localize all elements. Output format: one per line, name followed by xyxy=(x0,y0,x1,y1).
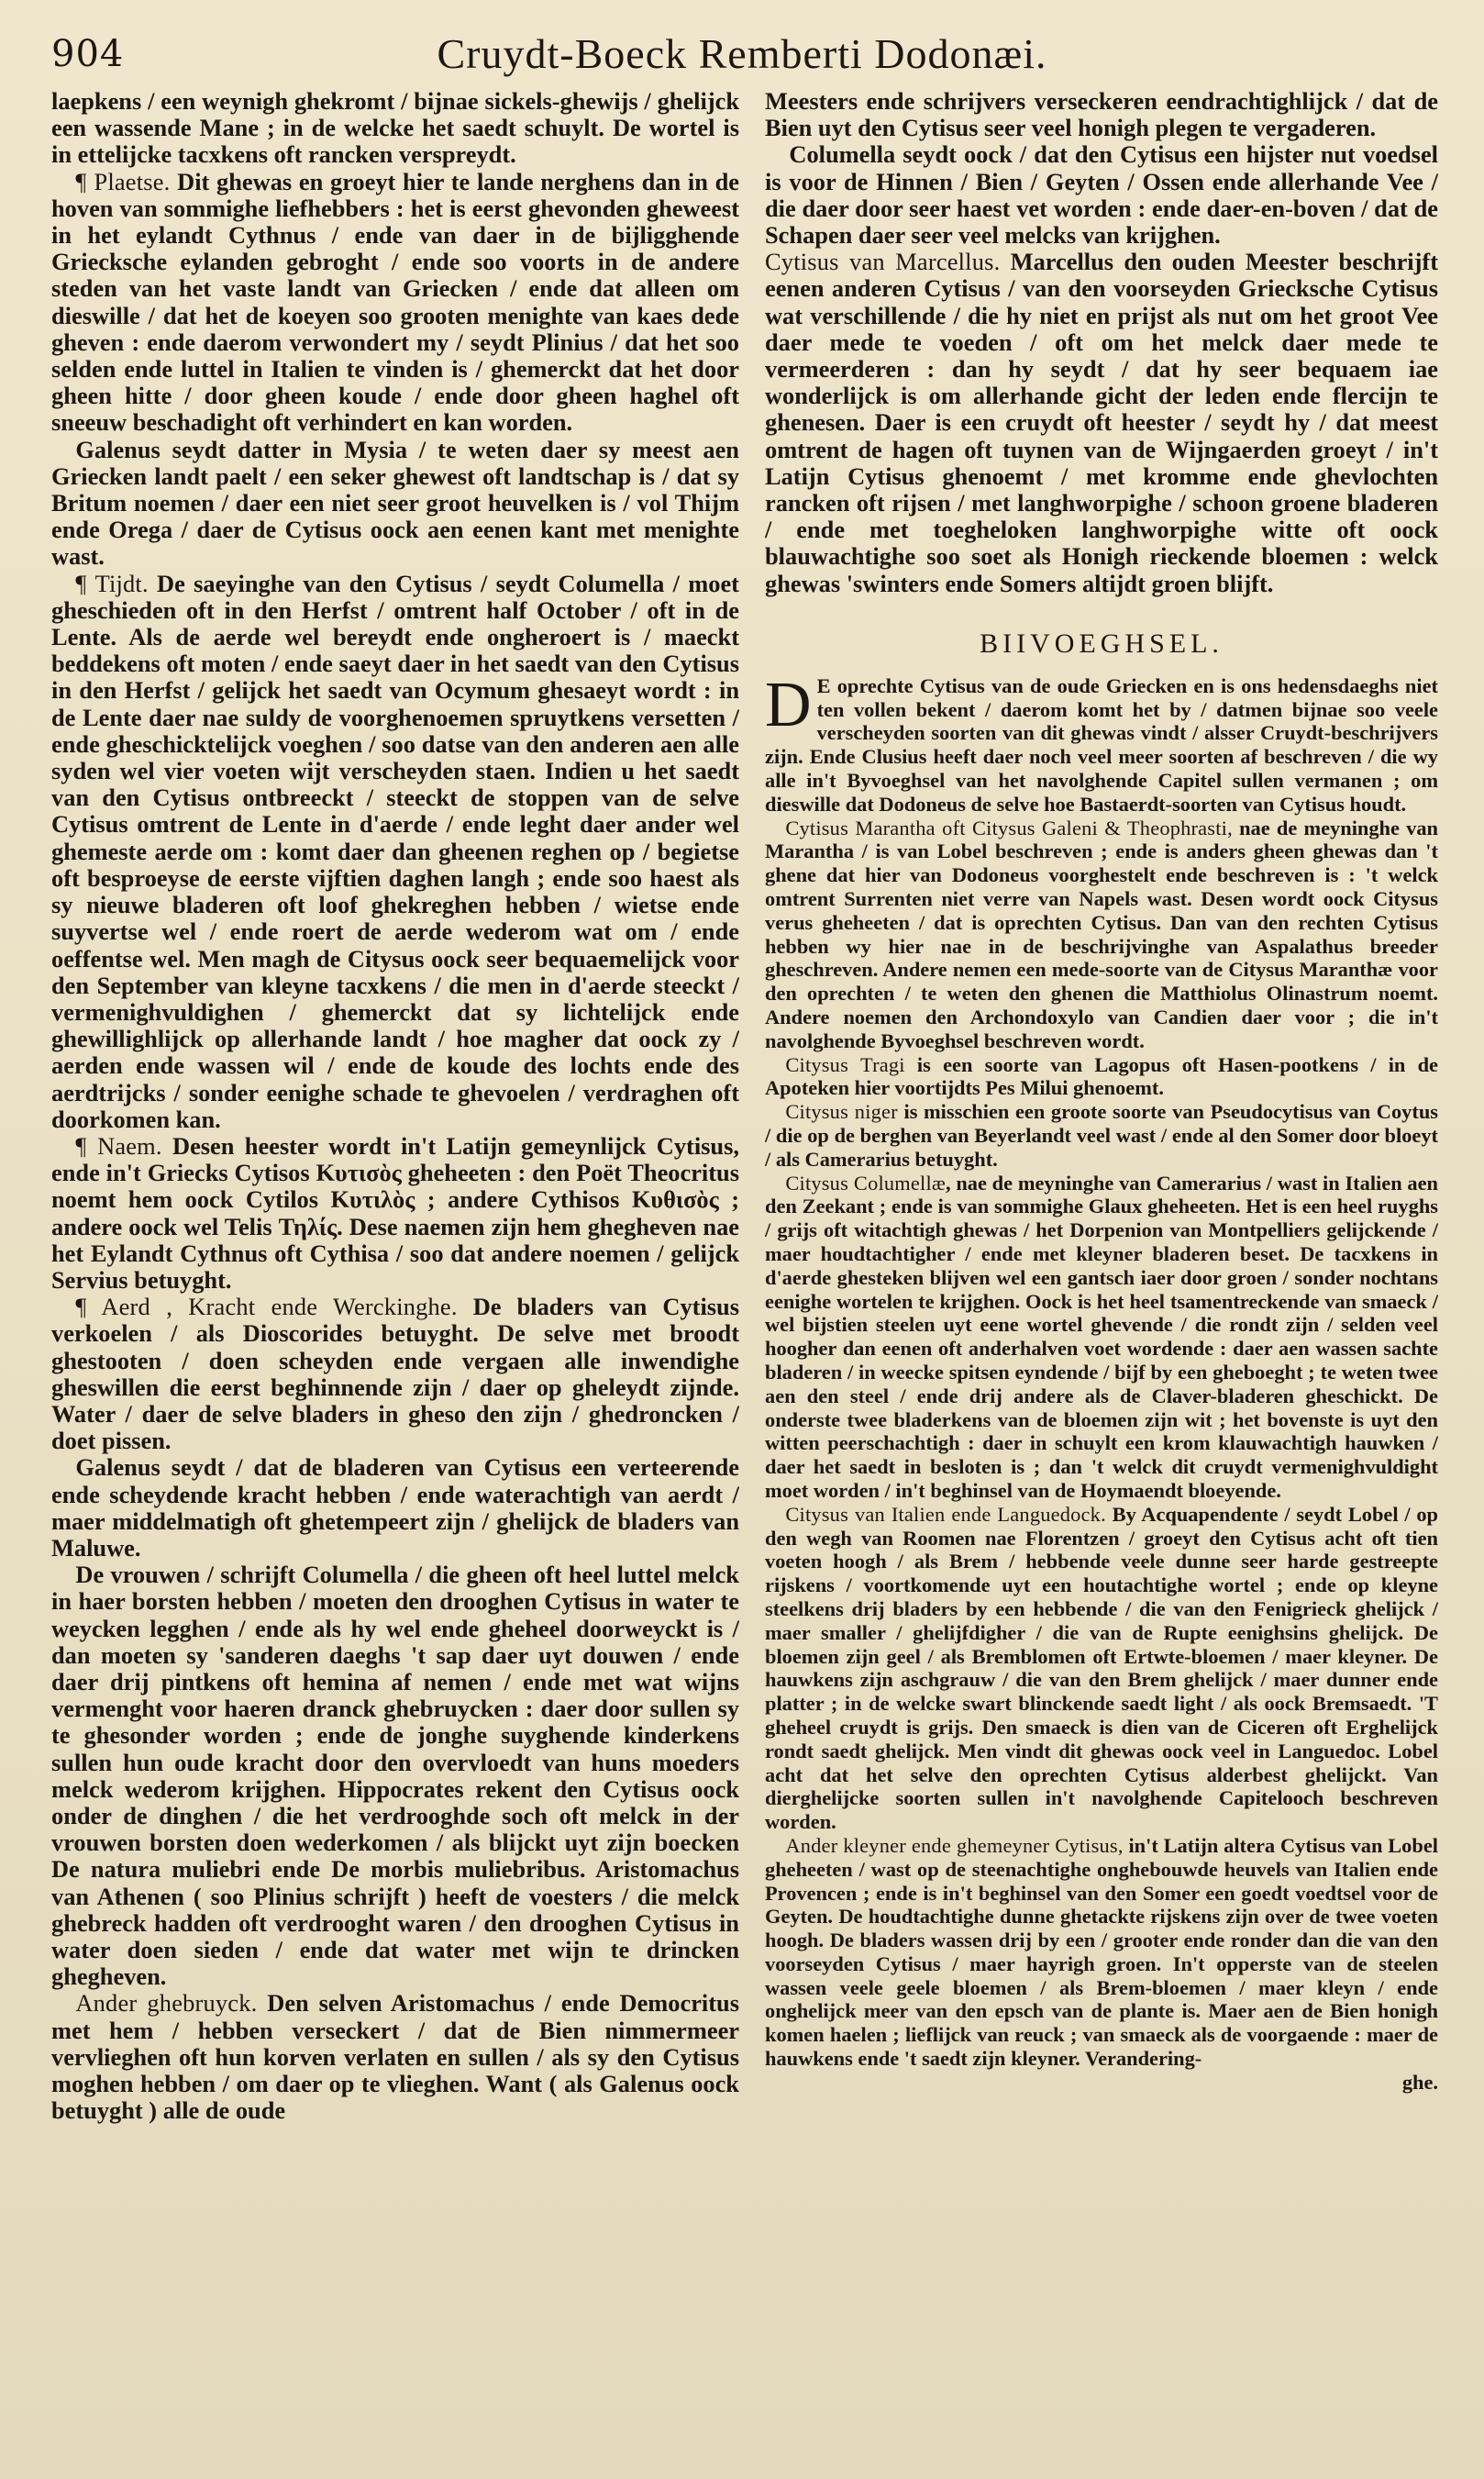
paragraph-text: is misschien een groote soorte van Pseudocytisus van Coytus / die op de berghen van Beyerlandt veel wast / ende al den Somer door bloeyt / als Camerarius betuyght. xyxy=(765,1100,1438,1171)
margin-label: Ander ghebruyck. xyxy=(75,1989,258,2018)
paragraph-text: Galenus seydt datter in Mysia / te weten daer sy meest aen Griecken landt paelt / een seker ghewest oft landtschap is / dat sy Britum noemen / daer een niet seer groot heuvelken is / vol Thijm ende Orega / daer de Cytisus oock aen eenen kant met menighte wast. xyxy=(51,435,739,571)
paragraph xyxy=(51,1454,739,1562)
margin-label: Citysus Tragi xyxy=(785,1052,905,1076)
paragraph-text: De bladers van Cytisus verkoelen / als Dioscorides betuyght. De selve met broodt ghestooten / doen scheyden ende vergaen alle inwendighe gheswillen die eerst beghinnende zijn / daer op gheleydt zijnde. Water / daer de selve bladers in gheso den zijn / ghedroncken / doet pissen. xyxy=(51,1293,739,1455)
paragraph xyxy=(765,1172,1438,1503)
margin-label: Citysus van Italien ende Languedock. xyxy=(785,1502,1106,1526)
paragraph-text: De saeyinghe van den Cytisus / seydt Columella / moet gheschieden oft in den Herfst / omtrent half October / oft in de Lente. Als de aerde wel bereydt ende ongheroert is / maeckt beddekens oft moten / ende saeyt daer in het saedt van den Cytisus in den Herfst / gelijck het saedt van Ocymum ghesaeyt wordt : in de Lente daer nae suldy de voorghenoemen spruytkens versetten / ende gheschicktelijck voeghen / soo datse van den anderen aen alle syden wel vier voeten wijt verscheyden staen. Indien u het saedt van den Cytisus ontbreeckt / steeckt de stoppen van de selve Cytisus omtrent de Lente in d'aerde / ende leght daer ander wel ghemeste aerde om : komt daer dan gheenen reghen op / begietse oft besproeyse de eerste vijftien daghen langh ; ende soo haest als sy nieuwe bladeren oft loof ghekreghen hebben / wietse ende suyvertse wel / ende roert de aerde wederom wat om / ende oeffentse wel. Men magh de Citysus oock seer bequaemelijck voor den September van kleyne tacxkens / die men in d'aerde steeckt / vermenighvuldighen / ghemerckt dat sy lichtelijck ende ghewillighlijck op allerhande landt / hoe magher dat oock zy / aerden ende wassen wil / ende de koude des lochts ende des aerdtrijcks / sonder eenighe schade te ghevoelen / verdraghen oft doorkomen kan. xyxy=(51,569,739,1133)
drop-cap: D xyxy=(765,669,812,740)
paragraph xyxy=(765,1503,1438,1834)
paragraph xyxy=(765,1053,1438,1101)
paragraph xyxy=(51,1562,739,1990)
paragraph xyxy=(51,1133,739,1294)
margin-label: Cytisus Marantha oft Citysus Galeni & Theophrasti, xyxy=(785,816,1233,839)
page-number: 904 xyxy=(51,33,125,75)
paragraph-text: is een soorte van Lagopus oft Hasen-pootkens / in de Apoteken hier voortijdts Pes Milui ghenoemt. xyxy=(765,1052,1438,1100)
paragraph-text: Den selven Aristomachus / ende Democritus met hem / hebben verseckert / dat de Bien nimmermeer vervlieghen oft hun korven verlaten en sullen / als sy den Cytisus moghen hebben / om daer op te vlieghen. Want ( als Galenus oock betuyght ) alle de oude xyxy=(51,1989,739,2125)
running-title: Cruydt-Boeck Remberti Dodonæi. xyxy=(437,30,1047,77)
margin-label: Citysus Columellæ xyxy=(785,1171,947,1195)
right-column xyxy=(765,88,1438,2437)
paragraph: laepkens / een weynigh ghekromt / bijnae sickels-ghewijs / ghelijck een wassende Mane ; in de welcke het saedt schuylt. De wortel is in ettelijcke tacxkens oft rancken verspreydt. xyxy=(51,88,739,169)
paragraph-text: E oprechte Cytisus van de oude Griecken en is ons hedensdaeghs niet ten vollen bekent / daerom komt het by / datmen bijnae soo veele verscheyden soorten van dit ghewas vindt / alsser Cruydt-beschrijvers zijn. Ende Clusius heeft daer noch veel meer soorten af beschreven / die wy alle in't Byvoeghsel van het navolghende Capitel sullen vermanen ; om dieswille dat Dodoneus de selve hoe Bastaerdt-soorten van Cytisus houdt. xyxy=(765,673,1438,816)
paragraph-text: Columella seydt oock / dat den Cytisus een hijster nut voedsel is voor de Hinnen / Bien / Geyten / Ossen ende allerhande Vee / die daer door seer haest vet worden : ende daer-en-boven / dat de Schapen daer seer veel melcks van krijghen. xyxy=(765,140,1438,250)
paragraph xyxy=(765,141,1438,249)
margin-label: Citysus niger xyxy=(785,1100,898,1124)
paragraph-text: nae de meyninghe van Marantha / is van Lobel beschreven ; ende is anders gheen ghewas dan 't ghene dat hier van Dodoneus voorghestelt ende beschreven is : 't welck omtrent Surrenten niet verre van Napels wast. Desen wordt oock Citysus verus gheheeten / dat is oprechten Cytisus. Dan van den rechten Cytisus hebben wy hier nae in de beschrijvinghe van Aspalathus breeder gheschreven. Andere nemen een mede-soorte van de Citysus Maranthæ voor den oprechten / te weten den ghenen die Matthiolus Olinastrum noemt. Andere noemen den Archondoxylo van Candien daer voor ; die in't navolghende Byvoeghsel beschreven wordt. xyxy=(765,816,1438,1052)
supplement-text xyxy=(765,669,1438,2095)
paragraph xyxy=(765,1100,1438,1171)
catchword: ghe. xyxy=(1401,2070,1438,2094)
paragraph-text: Desen heester wordt in't Latijn gemeynlijck Cytisus, ende in't Griecks Cytisos Κυτισὸς gheheeten : den Poët Theocritus noemt hem oock Cytilos Κυτιλὸς ; andere Cythisos Κυθισὸς ; andere oock wel Telis Τηλίς. Dese naemen zijn hem ghegheven nae het Eylandt Cythnus oft Cythisa / soo dat andere noemen / gelijck Servius betuyght. xyxy=(51,1131,739,1294)
paragraph xyxy=(765,1834,1438,2071)
paragraph-text: Dit ghewas en groeyt hier te lande nerghens dan in de hoven van sommighe liefhebbers : het is eerst ghevonden gheweest in het eylandt Cythnus / ende van daer in de bijligghende Griecksche eylanden gebroght / ende soo voorts in de andere steden van het vaste landt van Griecken / ende dat alleen om dieswille / dat het de koeyen soo grooten menighte van kaes dede gheven : ende daerom verwondert my / seydt Plinius / dat het soo selden ende luttel in Italien te vinden is / ghemerckt dat het door gheen hitte / door gheen koude / ende door gheen haghel oft sneeuw beschadight oft verhindert en kan worden. xyxy=(51,167,739,437)
paragraph xyxy=(51,437,739,571)
paragraph-text: By Acquapendente / seydt Lobel / op den wegh van Roomen nae Florentzen / groeyt den Cytisus acht oft tien voeten hoogh / als Brem / hebbende veele dunne seer harde gestreepte rijskens / voortkomende uyt een houtachtighe wortel ; ende op kleyne steelkens drij bladers by een hebbende / die van den Fenigrieck ghelijck / maer smaller / ghelijfdigher / die van de Rupte eenighsins ghelijck. De bloemen zijn geel / als Bremblomen oft Ertwte-bloemen / maer kleyner. De hauwkens zijn aschgrauw / die van den Brem ghelijck / maer dunner ende platter ; in de welcke swart blinckende saedt light / als oock Bremsaedt. 'T gheheel cruydt is grijs. Den smaeck is dien van de Ciceren oft Erghelijck rondt saedt ghelijck. Men vindt dit ghewas oock veel in Languedoc. Lobel acht dat het selve den oprechten Cytisus alderbest ghelijckt. Van dierghelijcke soorten sullen in't navolghende Capitelooch beschreven worden. xyxy=(765,1502,1438,1834)
margin-label: Cytisus van Marcellus. xyxy=(765,248,1001,276)
main-text xyxy=(765,88,1438,597)
margin-label: ¶ Aerd , Kracht ende Werckinghe. xyxy=(75,1293,458,1321)
paragraph xyxy=(765,669,1438,817)
margin-label: ¶ Naem. xyxy=(75,1131,162,1160)
paragraph: Meesters ende schrijvers verseckeren eendrachtighlijck / dat de Bien uyt den Cytisus seer veel honigh plegen te vergaderen. xyxy=(765,88,1438,142)
paragraph-text: Marcellus den ouden Meester beschrijft eenen anderen Cytisus / van den voorseyden Griecksche Cytisus wat verschillende / die hy niet en prijst als nut om het groot Vee daer mede te voeden / oft om het melck daer mede te vermeerderen : dan hy seydt / dat hy seer bequaem iae wonderlijck is om allerhande gicht der leden ende flercijn te ghenesen. Daer is een cruydt oft heester / seydt hy / dat meest omtrent de hagen oft tuynen van de Wijngaerden groeyt / in't Latijn Cytisus ghenoemt / met kromme ende ghevlochten rancken oft rijsen / met langhworpighe / schoon groene bladeren / ende met toegheloken langhworpighe witte oft oock blauwachtighe soo soet als Honigh rieckende bloemen : welck ghewas 'swinters ende Somers altijdt groen blijft. xyxy=(765,248,1438,597)
paragraph-text: De vrouwen / schrijft Columella / die gheen oft heel luttel melck in haer borsten hebben / moeten den drooghen Cytisus in water te weycken legghen / ende als hy wel ende gheheel doorweyckt is / dan moeten sy 'sanderen daeghs 't sap daer uyt douwen / ende daer drij pintkens oft hemina af nemen / ende met wat wijns vermenght voor haeren dranck ghebruycken : daer door sullen sy te ghesonder worden ; ende de jonghe suyghende kinderkens sullen hun oude kracht door den overvloedt van huns moeders melck wederom krijghen. Hippocrates rekent den Cytisus oock onder de dinghen / die het verdrooghde soch oft melck in der vrouwen borsten doen wederkomen / als blijckt uyt zijn boecken De natura muliebri ende De morbis muliebribus. Aristomachus van Athenen ( soo Plinius schrijft ) heeft de voesters / die melck ghebreck hadden oft verdrooght waren / den drooghen Cytisus in water doen sieden / ende dat water met wijn te drincken ghegheven. xyxy=(51,1561,739,1991)
paragraph xyxy=(765,817,1438,1053)
paragraph-text: , nae de meyninghe van Camerarius / wast in Italien aen den Zeekant ; ende is van sommighe Glaux gheheeten. Het is een heel ruyghs / grijs oft witachtigh ghewas / het Dorpenion van Montpelliers gelijckende / maer houdtachtigher / ende met kleyner bladeren beset. De tacxkens in d'aerde ghesteken blijven wel een gantsch iaer door groen / sonder nochtans eenighe wortelen te krijghen. Oock is het heel tsamentreckende van smaeck / wel bijstien steelen uyt eene wortel ghevende / die rondt zijn / selden veel hoogher dan eenen oft anderhalven voet wordende : daer aen wassen sachte bladeren / in weecke spitsen eyndende / bijf by een gheboeght ; te weten twee aen den steel / ende drij andere als de Claver-bladeren gheschickt. De onderste twee bladerkens van de bloemen zijn wit ; het bovenste is uyt den witten peerschachtigh : daer in schuylt een krom klauwachtigh hauwken / daer het saedt in besloten is ; dan 't welck dit cruydt vermenighvuldight moet worden / in't beghinsel van de Hoymaendt bloeyende. xyxy=(765,1171,1438,1502)
margin-label: ¶ Plaetse. xyxy=(75,167,171,195)
section-title: BIIVOEGHSEL. xyxy=(980,628,1224,659)
paragraph xyxy=(51,571,739,1133)
margin-label: Ander kleyner ende ghemeyner Cytisus, xyxy=(785,1833,1124,1857)
paragraph xyxy=(51,1294,739,1454)
paragraph-text: Galenus seydt / dat de bladeren van Cytisus een verteerende ende scheydende kracht hebben / ende waterachtigh van aerdt / maer middelmatigh oft ghetempeert zijn / ghelijck de bladers van Maluwe. xyxy=(51,1453,739,1562)
left-column xyxy=(51,88,739,2437)
margin-label: ¶ Tijdt. xyxy=(75,569,149,597)
paragraph xyxy=(51,1990,739,2124)
paragraph-text: in't Latijn altera Cytisus van Lobel gheheeten / wast op de steenachtighe onghebouwde heuvels van Italien ende Provencen ; ende is in't beghinsel van den Somer een goedt voedtsel voor de Geyten. De houdtachtighe dunne ghetackte rijskens zijn over de twee voeten hoogh. De bladers wassen drij by een / grooter ende ronder dan die van den voorseyden Cytisus / maer hayrigh groen. In't opperste van de steelen wassen veele geele bloemen / als Brem-bloemen / maer kleyn / ende onghelijck meer van den epsch van de plante is. Maer aen de Bien honigh komen haelen ; lieflijck van reuck ; van smaeck als de voorgaende : maer de hauwkens ende 't saedt zijn kleyner. Verandering- xyxy=(765,1833,1438,2071)
page-header xyxy=(0,20,1484,84)
paragraph xyxy=(765,249,1438,597)
paragraph xyxy=(51,169,739,437)
